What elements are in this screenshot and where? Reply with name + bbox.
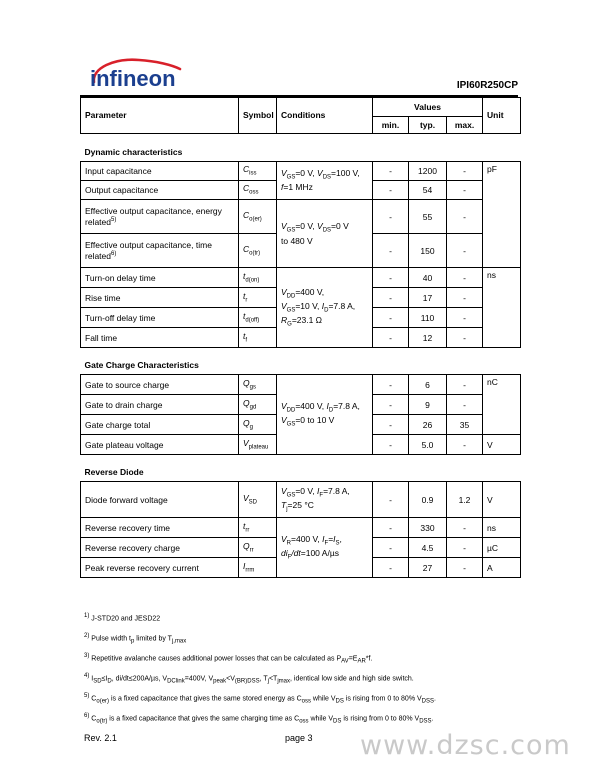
typ-cell: 54 [409, 181, 447, 200]
max-cell: 35 [447, 415, 483, 435]
unit-cell: nC [483, 375, 521, 435]
min-cell: - [373, 200, 409, 234]
typ-cell: 4.5 [409, 538, 447, 558]
section-reverse-diode: Reverse Diode [81, 455, 521, 482]
typ-cell: 40 [409, 268, 447, 288]
conditions-cell: $V_{DD}=400$ V, $I_D=7.8$ A, $V_{GS}=0$ to 10 V [277, 375, 373, 455]
conditions-cell: $V_R=400$ V, $I_F=I_S$, $di_F/dt=100$ A/µs [277, 518, 373, 578]
symbol-cell: $t_r$ [239, 288, 277, 308]
symbol-cell: $t_{d(off)}$ [239, 308, 277, 328]
footnote: $^{5)}$ $C_{o(er)}$ is a fixed capacitance that gives the same stored energy as $C_{oss}$ while $V_{DS}$ is rising from 0 to 80% $V_{DSS}$. [84, 693, 436, 705]
typ-cell: 55 [409, 200, 447, 234]
min-cell: - [373, 234, 409, 268]
unit-cell: V [483, 435, 521, 455]
section-row [81, 455, 521, 482]
min-cell: - [373, 415, 409, 435]
min-cell: - [373, 538, 409, 558]
unit-cell: A [483, 558, 521, 578]
symbol-cell: $Q_{gs}$ [239, 375, 277, 395]
infineon-logo [84, 56, 184, 96]
footnote: $^{6)}$ $C_{o(tr)}$ is a fixed capacitance that gives the same charging time as $C_{oss}$ while $V_{DS}$ is rising from 0 to 80% $V_{DSS}$. [84, 713, 434, 725]
table-row [81, 268, 521, 288]
param-cell: Peak reverse recovery current [81, 558, 239, 578]
max-cell: - [447, 395, 483, 415]
symbol-cell: $C_{o(tr)}$ [239, 234, 277, 268]
param-cell: Input capacitance [81, 162, 239, 181]
typ-cell: 17 [409, 288, 447, 308]
param-cell: Turn-off delay time [81, 308, 239, 328]
min-cell: - [373, 435, 409, 455]
param-cell: Output capacitance [81, 181, 239, 200]
characteristics-table [80, 97, 521, 578]
typ-cell: 12 [409, 328, 447, 348]
max-cell: - [447, 268, 483, 288]
typ-cell: 5.0 [409, 435, 447, 455]
typ-cell: 27 [409, 558, 447, 578]
table-row [81, 162, 521, 181]
col-unit: Unit [483, 98, 521, 134]
param-cell: Gate charge total [81, 415, 239, 435]
symbol-cell: $t_{rr}$ [239, 518, 277, 538]
unit-cell: ns [483, 268, 521, 348]
table-row [81, 518, 521, 538]
max-cell: - [447, 308, 483, 328]
table-row [81, 375, 521, 395]
max-cell: - [447, 328, 483, 348]
min-cell: - [373, 558, 409, 578]
col-min: min. [373, 117, 409, 134]
col-values: Values [373, 98, 483, 117]
symbol-cell: $V_{plateau}$ [239, 435, 277, 455]
param-cell: Effective output capacitance, time related$^{6)}$ [81, 234, 239, 268]
typ-cell: 110 [409, 308, 447, 328]
unit-cell: µC [483, 538, 521, 558]
col-conditions: Conditions [277, 98, 373, 134]
min-cell: - [373, 162, 409, 181]
unit-cell: pF [483, 162, 521, 268]
table-row [81, 200, 521, 234]
table-header-row [81, 98, 521, 117]
max-cell: - [447, 200, 483, 234]
min-cell: - [373, 181, 409, 200]
param-cell: Reverse recovery charge [81, 538, 239, 558]
svg-text:infineon: infineon [90, 66, 176, 91]
param-cell: Reverse recovery time [81, 518, 239, 538]
symbol-cell: $I_{rrm}$ [239, 558, 277, 578]
min-cell: - [373, 308, 409, 328]
max-cell: 1.2 [447, 482, 483, 518]
part-number: IPI60R250CP [456, 80, 518, 91]
min-cell: - [373, 375, 409, 395]
typ-cell: 330 [409, 518, 447, 538]
param-cell: Diode forward voltage [81, 482, 239, 518]
footnote: $^{3)}$ Repetitive avalanche causes additional power losses that can be calculated as $P_{AV}=E_{AR}*f$. [84, 653, 373, 665]
max-cell: - [447, 162, 483, 181]
min-cell: - [373, 395, 409, 415]
symbol-cell: $t_f$ [239, 328, 277, 348]
col-typ: typ. [409, 117, 447, 134]
conditions-cell: $V_{GS}=0$ V, $V_{DS}=100$ V, f=1 MHz [277, 162, 373, 200]
typ-cell: 9 [409, 395, 447, 415]
typ-cell: 0.9 [409, 482, 447, 518]
symbol-cell: $Q_{gd}$ [239, 395, 277, 415]
col-symbol: Symbol [239, 98, 277, 134]
col-parameter: Parameter [81, 98, 239, 134]
section-gate-charge: Gate Charge Characteristics [81, 348, 521, 375]
max-cell: - [447, 234, 483, 268]
revision-label: Rev. 2.1 [84, 733, 117, 743]
col-max: max. [447, 117, 483, 134]
section-dynamic: Dynamic characteristics [81, 134, 521, 162]
symbol-cell: $Q_g$ [239, 415, 277, 435]
conditions-cell: $V_{GS}=0$ V, $I_F=7.8$ A, $T_j=25$ °C [277, 482, 373, 518]
max-cell: - [447, 518, 483, 538]
symbol-cell: $Q_{rr}$ [239, 538, 277, 558]
max-cell: - [447, 538, 483, 558]
typ-cell: 1200 [409, 162, 447, 181]
section-row [81, 134, 521, 162]
footnote: $^{4)}$ $I_{SD}\le I_D$, di/dt≤200A/µs, $V_{DClink}=400V$, $V_{peak}<V_{(BR)DSS}$, $T_j<T_{jmax}$, identical low side and high side switch. [84, 673, 414, 685]
max-cell: - [447, 435, 483, 455]
min-cell: - [373, 518, 409, 538]
symbol-cell: $C_{iss}$ [239, 162, 277, 181]
table-row [81, 482, 521, 518]
footnote: $^{2)}$ Pulse width $t_p$ limited by $T_{j,max}$ [84, 633, 187, 645]
param-cell: Turn-on delay time [81, 268, 239, 288]
max-cell: - [447, 181, 483, 200]
watermark: www.dzsc.com [360, 730, 571, 761]
symbol-cell: $V_{SD}$ [239, 482, 277, 518]
typ-cell: 26 [409, 415, 447, 435]
param-cell: Gate to drain charge [81, 395, 239, 415]
min-cell: - [373, 482, 409, 518]
conditions-cell: $V_{GS}=0$ V, $V_{DS}=0$ V to 480 V [277, 200, 373, 268]
unit-cell: V [483, 482, 521, 518]
unit-cell: ns [483, 518, 521, 538]
footnote: $^{1)}$ J-STD20 and JESD22 [84, 613, 161, 623]
min-cell: - [373, 288, 409, 308]
section-row [81, 348, 521, 375]
symbol-cell: $C_{oss}$ [239, 181, 277, 200]
typ-cell: 6 [409, 375, 447, 395]
symbol-cell: $C_{o(er)}$ [239, 200, 277, 234]
min-cell: - [373, 328, 409, 348]
symbol-cell: $t_{d(on)}$ [239, 268, 277, 288]
param-cell: Fall time [81, 328, 239, 348]
param-cell: Gate to source charge [81, 375, 239, 395]
page-number: page 3 [285, 733, 313, 743]
param-cell: Effective output capacitance, energy related$^{5)}$ [81, 200, 239, 234]
conditions-cell: $V_{DD}=400$ V, $V_{GS}=10$ V, $I_D=7.8$ A, $R_G=23.1$ Ω [277, 268, 373, 348]
param-cell: Gate plateau voltage [81, 435, 239, 455]
footnotes [84, 610, 524, 730]
min-cell: - [373, 268, 409, 288]
typ-cell: 150 [409, 234, 447, 268]
param-cell: Rise time [81, 288, 239, 308]
max-cell: - [447, 288, 483, 308]
max-cell: - [447, 558, 483, 578]
max-cell: - [447, 375, 483, 395]
